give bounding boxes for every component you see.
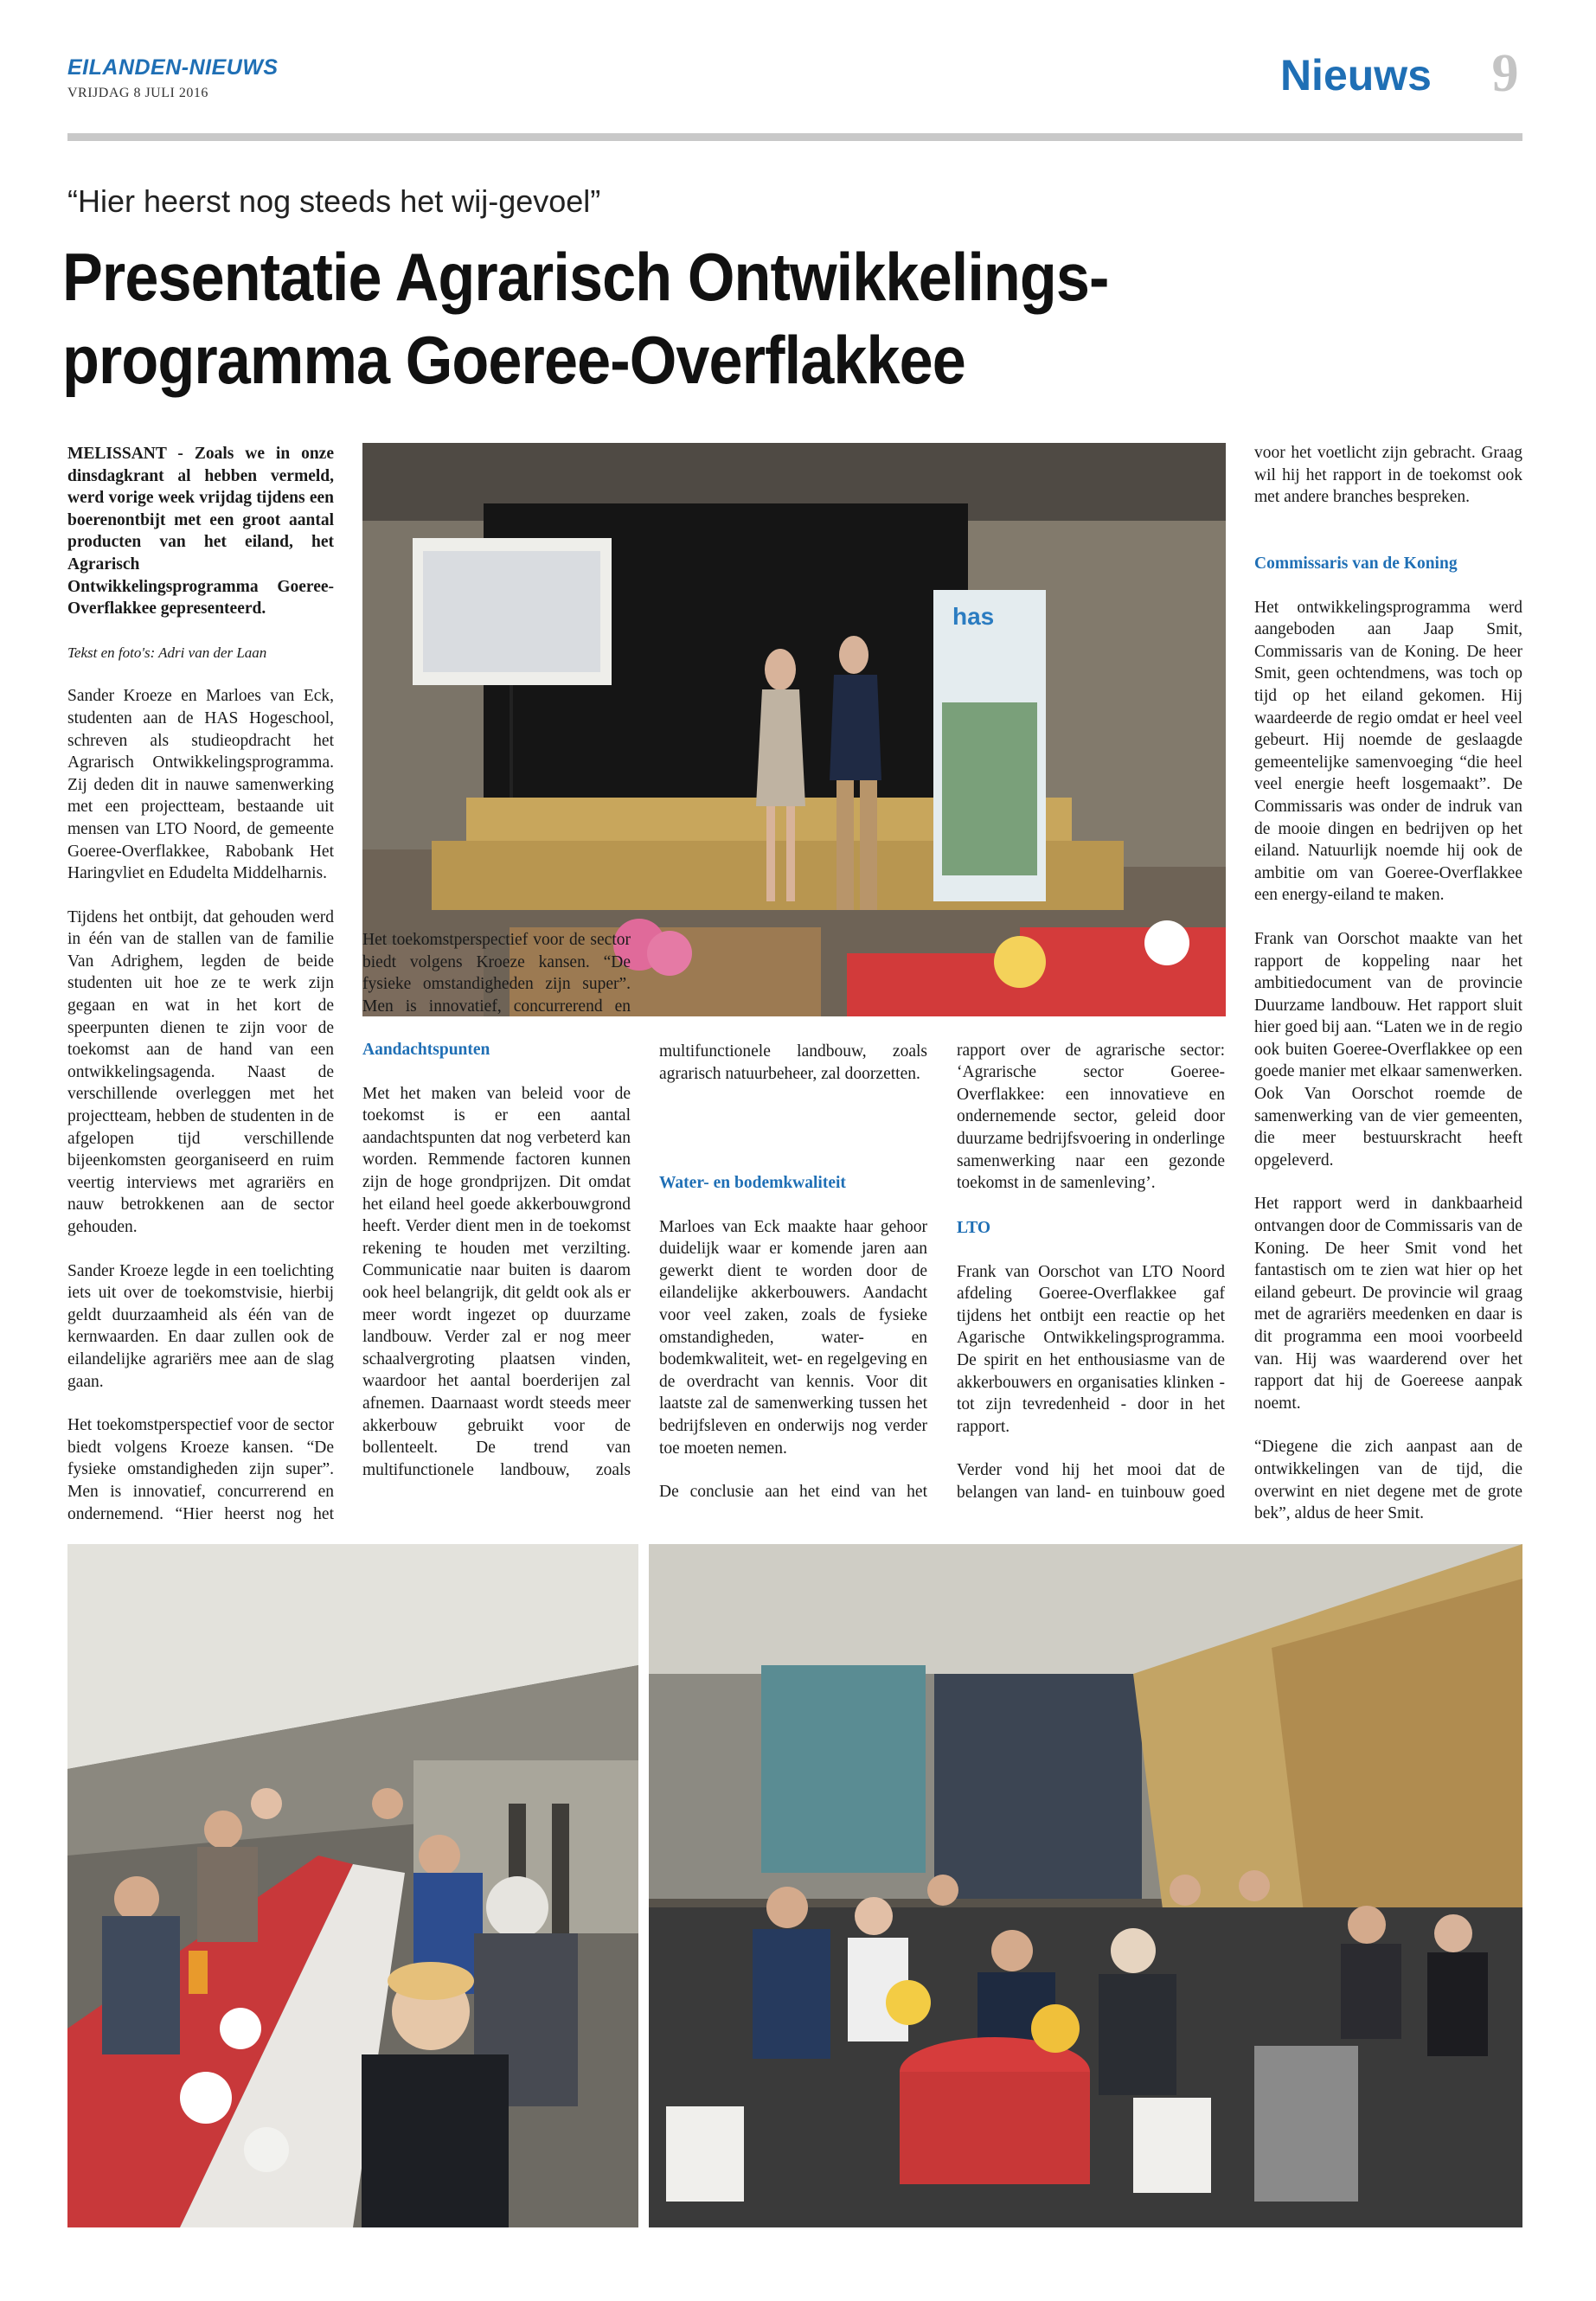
- body-paragraph-continuation: voor het voetlicht zijn gebracht. Graag wil hij het rapport in de toekomst ook met andere branches bespreken.: [1254, 444, 1522, 507]
- body-paragraph: Het toekomstperspectief voor de sector biedt volgens Kroeze kansen. “De fysieke omstandigheden zijn super”. Men is innovatief, concurrerend en ondernemend. “Hier heerst nog het: [67, 1416, 334, 1523]
- body-paragraph-text: Verder vond hij het mooi dat de belangen van land- en tuinbouw goed: [957, 1461, 1225, 1502]
- body-paragraph: [362, 1083, 631, 1481]
- column-5: [1254, 443, 1522, 1547]
- subhead-aandachtspunten: Aandachtspunten: [362, 1041, 490, 1059]
- newspaper-logo: EILANDEN-NIEUWS: [67, 55, 279, 80]
- page-number: 9: [1491, 44, 1519, 103]
- section-label: Nieuws: [1279, 51, 1432, 99]
- subhead-water: Water- en bodemkwaliteit: [659, 1174, 846, 1192]
- body-paragraph-text: De conclusie aan het eind van het: [659, 1483, 927, 1502]
- column-2: [362, 931, 631, 1503]
- header-rule: [67, 133, 1522, 141]
- body-paragraph: Het ontwikkelingsprogramma werd aangeboden aan Jaap Smit, Commissaris van de Koning. De heer Smit, geen ochtendmens, was toch op tijd op het eiland gekomen. Hij waardeerde de regio omdat er heel veel gebeurt. Hij noemde de geslaagde gemeentelijke samenvoeging “die heel veel energie heeft losgemaakt”. De Commissaris was onder de indruk van de mooie dingen en bedrijven op het eiland. Natuurlijk noemde hij ook de ambitie om van Goeree-Overflakkee een energy-eiland te maken.: [1254, 598, 1522, 905]
- issue-date: VRIJDAG 8 JULI 2016: [67, 86, 208, 100]
- body-paragraph: Marloes van Eck maakte haar gehoor duidelijk waar er komende jaren aan gewerkt dient te worden door de eilandelijke akkerbouwers. Aandacht voor veel zaken, zoals de fysieke omstandigheden, water- en bodemkwaliteit, wet- en regelgeving en de overdracht van kennis. Voor dit laatste zal de samenwerking tussen het bedrijfsleven en onderwijs nog verder toe moeten nemen.: [659, 1217, 927, 1458]
- body-paragraph: [957, 1459, 1225, 1504]
- audience-illustration: [649, 1544, 1522, 2227]
- breakfast-table-illustration: [67, 1544, 638, 2227]
- body-paragraph-continued: [957, 1040, 1225, 1195]
- masthead: [67, 55, 279, 101]
- body-paragraph: Sander Kroeze legde in een toelichting iets uit over de toekomstvisie, hierbij geldt duurzaamheid als één van de kernwaarden. En daar zullen ook de eilandelijke agrariërs mee aan de slag gaan.: [67, 1261, 334, 1391]
- body-paragraph-continued: [1254, 443, 1522, 531]
- headline-line-1: Presentatie Agrarisch Ontwikkelings-: [62, 239, 1109, 315]
- byline: Tekst en foto's: Adri van der Laan: [67, 644, 267, 661]
- breakfast-table-photo: [67, 1544, 638, 2227]
- body-paragraph-continued: [362, 929, 631, 1017]
- audience-photo: [649, 1544, 1522, 2227]
- body-paragraph: Sander Kroeze en Marloes van Eck, studenten aan de HAS Hogeschool, schreven als studieopdracht het Agrarisch Ontwikkelingsprogramma. Zij deden dit in nauwe samenwerking met een projectteam, bestaande uit mensen van LTO Noord, de gemeente Goeree-Overflakkee, Rabobank Het Haringvliet en Edudelta Middelharnis.: [67, 687, 334, 883]
- body-paragraph-text: Met het maken van beleid voor de toekomst is er een aantal aandachtspunten dat nog verbeterd kan worden. Remmende factoren kunnen zijn de hoge grondprijzen. Dit omdat het eiland heel goede akkerbouwgrond heeft. Verder dient men in de toekomst rekening te houden met verzilting. Communicatie naar buiten is daarom ook heel belangrijk, dit geldt ook als er meer wordt ingezet op duurzame landbouw. Verder zal er nog meer schaalvergroting plaatsen vinden, waardoor het aantal boerderijen zal afnemen. Daarnaast wordt steeds meer akkerbouw gebruikt voor de bollenteelt. De trend van multifunctionele landbouw, zoals: [362, 1084, 631, 1479]
- body-paragraph-continued: [659, 1040, 927, 1150]
- column-4: [957, 1040, 1225, 1526]
- body-paragraph: Frank van Oorschot maakte van het rapport de koppeling naar het ambitiedocument van de provincie Duurzame landbouw. Het rapport sluit hier goed bij aan. “Laten we in de regio ook buiten Goeree-Overflakkee op een goede manier met elkaar samenwerken. Ook Van Oorschot roemde de samenwerking van de vier gemeenten, die meer bestuurskracht heeft opgeleverd.: [1254, 929, 1522, 1170]
- body-paragraph: Tijdens het ontbijt, dat gehouden werd in één van de stallen van de familie Van Adrighem, legden de beide studenten uit hoe ze te werk zijn gegaan en wat in het kort de speerpunten dienen te zijn voor de toekomst aan de hand van een ontwikkelingsagenda. Naast de verschillende overleggen met het projectteam, hebben de studenten in de afgelopen tijd verschillende bijeenkomsten georganiseerd en ruim veertig interviews met agrariërs en nauw betrokkenen aan de sector gehouden.: [67, 907, 334, 1236]
- body-paragraph: [659, 1481, 927, 1503]
- body-paragraph-continuation: rapport over de agrarische sector: ‘Agrarische sector Goeree-Overflakkee: een innovatieve en ondernemende sector, geleid door duurzame bedrijfsvoering in onderlinge samenwerking naar een gezonde toekomst in de samenleving’.: [957, 1041, 1225, 1193]
- body-paragraph: “Diegene die zich aanpast aan de ontwikkelingen van de tijd, die overwint en niet degene met de grote bek”, aldus de heer Smit.: [1254, 1438, 1522, 1523]
- subhead-commissaris: Commissaris van de Koning: [1254, 554, 1458, 573]
- lead-paragraph: MELISSANT - Zoals we in onze dinsdagkrant al hebben vermeld, werd vorige week vrijdag tijdens een boerenontbijt met een groot aantal producten van het eiland, het Agrarisch Ontwikkelingsprogramma Goeree-Overflakkee gepresenteerd.: [67, 445, 334, 619]
- banner-text: has: [952, 603, 995, 630]
- headline-line-2: programma Goeree-Overflakkee: [62, 322, 965, 398]
- body-paragraph: Frank van Oorschot van LTO Noord afdeling Goeree-Overflakkee gaf tijdens het ontbijt een reactie op het Agarische Ontwikkelingsprogramma. De spirit en het enthousiasme van de akkerbouwers en organisaties klinken - tot zijn tevredenheid - door in het rapport.: [957, 1262, 1225, 1436]
- column-3: [659, 1040, 927, 1525]
- subhead-lto: LTO: [957, 1219, 991, 1237]
- column-1: [67, 443, 334, 1547]
- body-paragraph-continuation: multifunctionele landbouw, zoals agrarisch natuurbeheer, zal doorzetten.: [659, 1042, 927, 1083]
- headline: [62, 235, 1370, 401]
- body-paragraph: Het rapport werd in dankbaarheid ontvangen door de Commissaris van de Koning. De heer Smit vond het fantastisch om te zien wat hier op het eiland gebeurt. De provincie wil graag met de agrariërs meedenken en daar is dit programma een mooi voorbeeld van. Hij was waarderend over het rapport dat hij de Goereese aanpak noemt.: [1254, 1195, 1522, 1413]
- body-paragraph-continuation: Het toekomstperspectief voor de sector biedt volgens Kroeze kansen. “De fysieke omstandigheden zijn super”. Men is innovatief, concurrerend en: [362, 931, 631, 1016]
- kicker-quote: “Hier heerst nog steeds het wij-gevoel”: [67, 183, 601, 219]
